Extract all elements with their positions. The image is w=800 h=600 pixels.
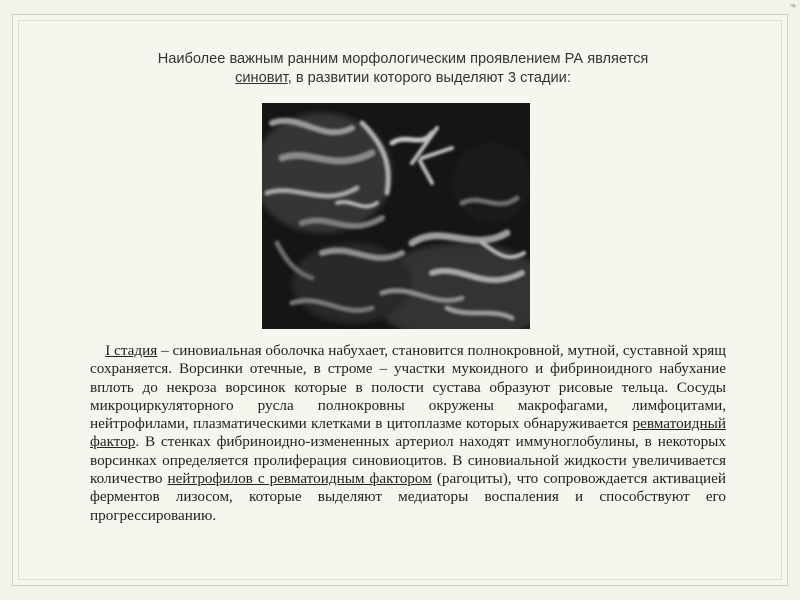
neutrophils-term: нейтрофилов с ревматоидным фактором (167, 470, 432, 488)
slide-heading (98, 50, 708, 88)
micrograph-image (262, 103, 530, 329)
stage-description (90, 342, 726, 525)
stage-text-2: . В стенках фибриноидно-измененных артериол находят иммуноглобулины, в некоторых ворсинках определяется пролиферация синовиоцитов. В синовиальной жидкости увеличивается количество (90, 433, 726, 488)
stage-text-1: – синовиальная оболочка набухает, становится полнокровной, мутной, суставной хрящ сохраняется. Ворсинки отечные, в строме – участки мукоидного и фибриноидного набухание вплоть до некроза ворсинок которые в полости сустава образуют рисовые тельца. Сосуды микроциркуляторного русла полнокровны окружены макрофагами, лимфоцитами, нейтрофилами, плазматическими клетками в цитоплазме которых обнаруживается (90, 342, 726, 433)
heading-line2: , в развитии которого выделяют 3 стадии: (287, 70, 571, 86)
heading-line1: Наиболее важным ранним морфологическим проявлением РА является (157, 51, 649, 67)
heading-term: синовит (235, 70, 288, 86)
stage-label: I стадия (105, 342, 158, 359)
slide-corner-mark: ❧ (789, 1, 798, 12)
stage-text-3: (рагоциты), что сопровождается активацией ферментов лизосом, которые выделяют медиаторы воспаления и способствуют его прогрессированию. (90, 470, 726, 524)
micrograph-svg (262, 103, 530, 329)
rheumatoid-factor-term: ревматоидный фактор (90, 415, 726, 451)
